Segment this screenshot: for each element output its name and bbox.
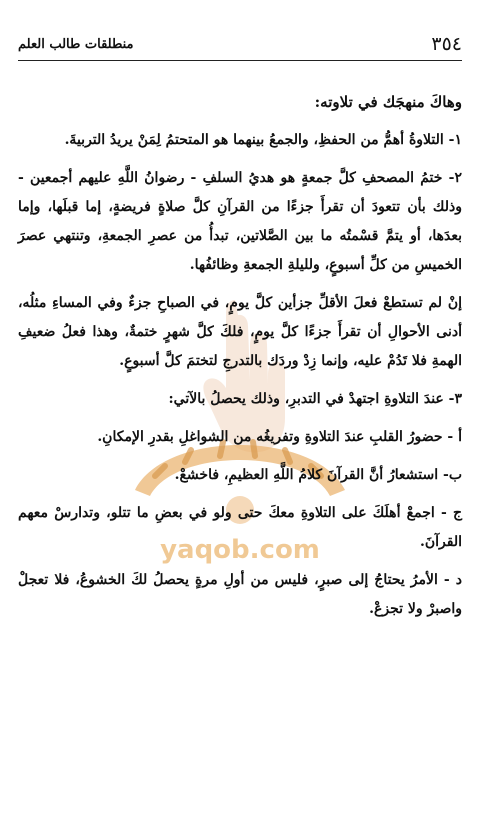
watermark-url: yaqob.com xyxy=(160,535,320,565)
header-rule xyxy=(18,60,462,61)
sub-item: ب- استشعارُ أنَّ القرآنَ كلامُ اللَّهِ العظيمِ، فاخشعْ. xyxy=(174,467,462,483)
list-item: ٣- عندَ التلاوةِ اجتهدْ في التدبرِ، وذلك يحصلُ بالآتي: xyxy=(168,391,462,407)
sub-item: أ - حضورُ القلبِ عندَ التلاوةِ وتفريغُه من الشواغلِ بقدرِ الإمكانِ. xyxy=(97,429,462,445)
list-item: ٢- ختمُ المصحفِ كلَّ جمعةٍ هو هديُ السلفِ - رضوانُ اللَّهِ عليهم أجمعين - وذلك بأن تتعودَ أن تقرأَ جزءًا من القرآنِ كلَّ صلاةٍ فريضةٍ، إما قبلَها، وإما بعدَها، أو يتمَّ قسْمتُه ما بين الصَّلاتين، تبدأُ من عصرِ الجمعةِ، وتنتهي عصرَ الخميسِ من كلِّ أسبوعٍ، ولليلةِ الجمعةِ وظائفُها. xyxy=(18,170,462,273)
page-header xyxy=(18,30,462,58)
page-number: ٣٥٤ xyxy=(431,33,462,55)
paragraph: إنْ لم تستطعْ فعلَ الأقلِّ جزأين كلَّ يومٍ، في الصباحِ جزءٌ وفي المساءِ مثلُه، أدنى الأحوالِ أن تقرأَ جزءًا كلَّ يومٍ، فلكَ كلَّ شهرٍ ختمةٌ، وهذا فعلُ ضعيفِ الهمةِ فلا تَدُمْ عليه، وإنما زِدْ وردَك بالتدرجِ لتختمَ كلَّ أسبوعٍ. xyxy=(18,295,462,369)
sub-item: د - الأمرُ يحتاجُ إلى صبرٍ، فليس من أولِ مرةٍ يحصلُ لكَ الخشوعُ، فلا تعجلْ واصبرْ ولا تجزعْ. xyxy=(18,572,462,617)
main-text xyxy=(18,88,462,633)
sub-item: ج - اجمعْ أهلَكَ على التلاوةِ معكَ حتى ولو في بعضِ ما تتلو، وتدارسْ معهم القرآنَ. xyxy=(18,505,462,550)
section-heading: وهاكَ منهجَك في تلاوته: xyxy=(314,93,462,111)
list-item: ١- التلاوةُ أهمُّ من الحفظِ، والجمعُ بينهما هو المتحتمُ لِمَنْ يريدُ التربيةَ. xyxy=(64,132,462,148)
running-title: منطلقات طالب العلم xyxy=(18,36,134,52)
